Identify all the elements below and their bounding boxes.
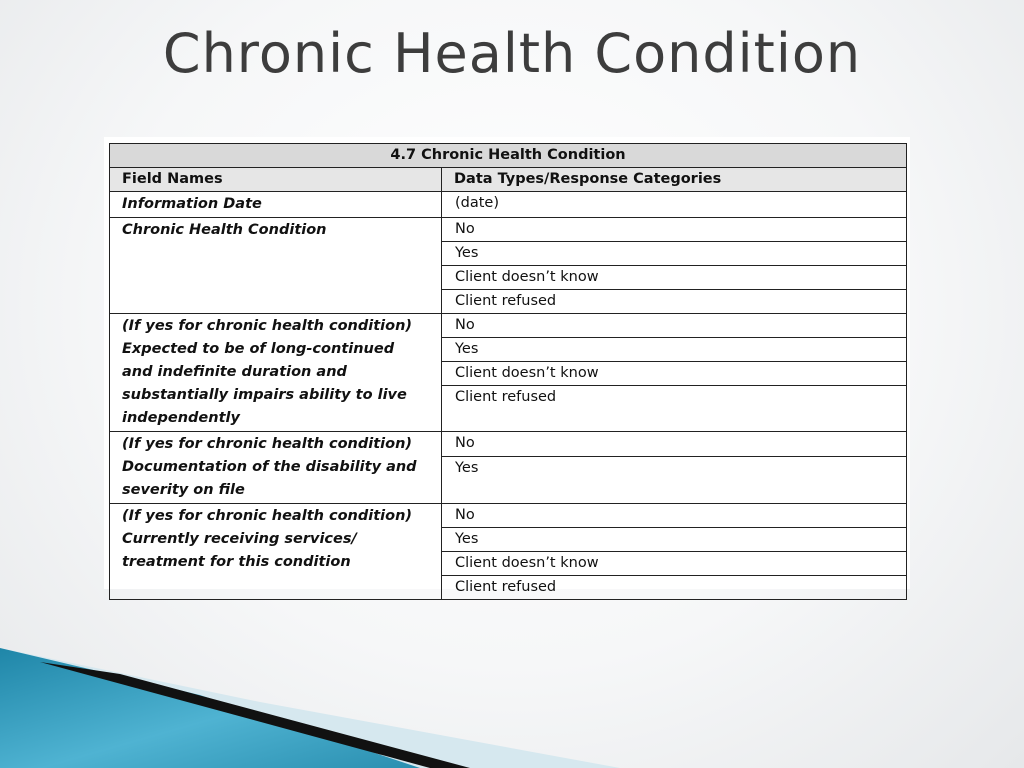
response-cell: No [442,218,907,242]
field-name-cell: (If yes for chronic health condition) Expected to be of long-continued and indefinite duration and substantially impairs ability to live independently [110,314,442,432]
response-cell: Yes [442,528,907,552]
field-name-cell: Chronic Health Condition [110,218,442,314]
table-row [110,504,907,528]
response-cell: Yes [442,338,907,362]
table-row [110,314,907,338]
response-cell: No [442,504,907,528]
response-cell: Client refused [442,290,907,314]
table-image-frame [104,137,910,595]
table-caption: 4.7 Chronic Health Condition [110,144,907,168]
response-cell: No [442,432,907,457]
table-row [110,192,907,218]
table-header-row [110,168,907,192]
table-caption-row [110,144,907,168]
response-cell: Yes [442,456,907,503]
field-name-cell: (If yes for chronic health condition) Currently receiving services/ treatment for this condition [110,504,442,600]
slide-title: Chronic Health Condition [162,22,862,85]
response-cell: Client refused [442,386,907,432]
response-cell: Client refused [442,576,907,600]
field-name-cell: (If yes for chronic health condition) Documentation of the disability and severity on file [110,432,442,504]
response-cell: (date) [442,192,907,218]
response-cell: No [442,314,907,338]
table-row [110,432,907,457]
response-cell: Client doesn’t know [442,552,907,576]
corner-wave-decoration [0,640,1024,768]
field-name-cell: Information Date [110,192,442,218]
response-cell: Client doesn’t know [442,266,907,290]
column-header-field-names: Field Names [110,168,442,192]
column-header-response-categories: Data Types/Response Categories [442,168,907,192]
table-row [110,218,907,242]
response-cell: Yes [442,242,907,266]
response-cell: Client doesn’t know [442,362,907,386]
chronic-health-condition-table [109,143,907,600]
